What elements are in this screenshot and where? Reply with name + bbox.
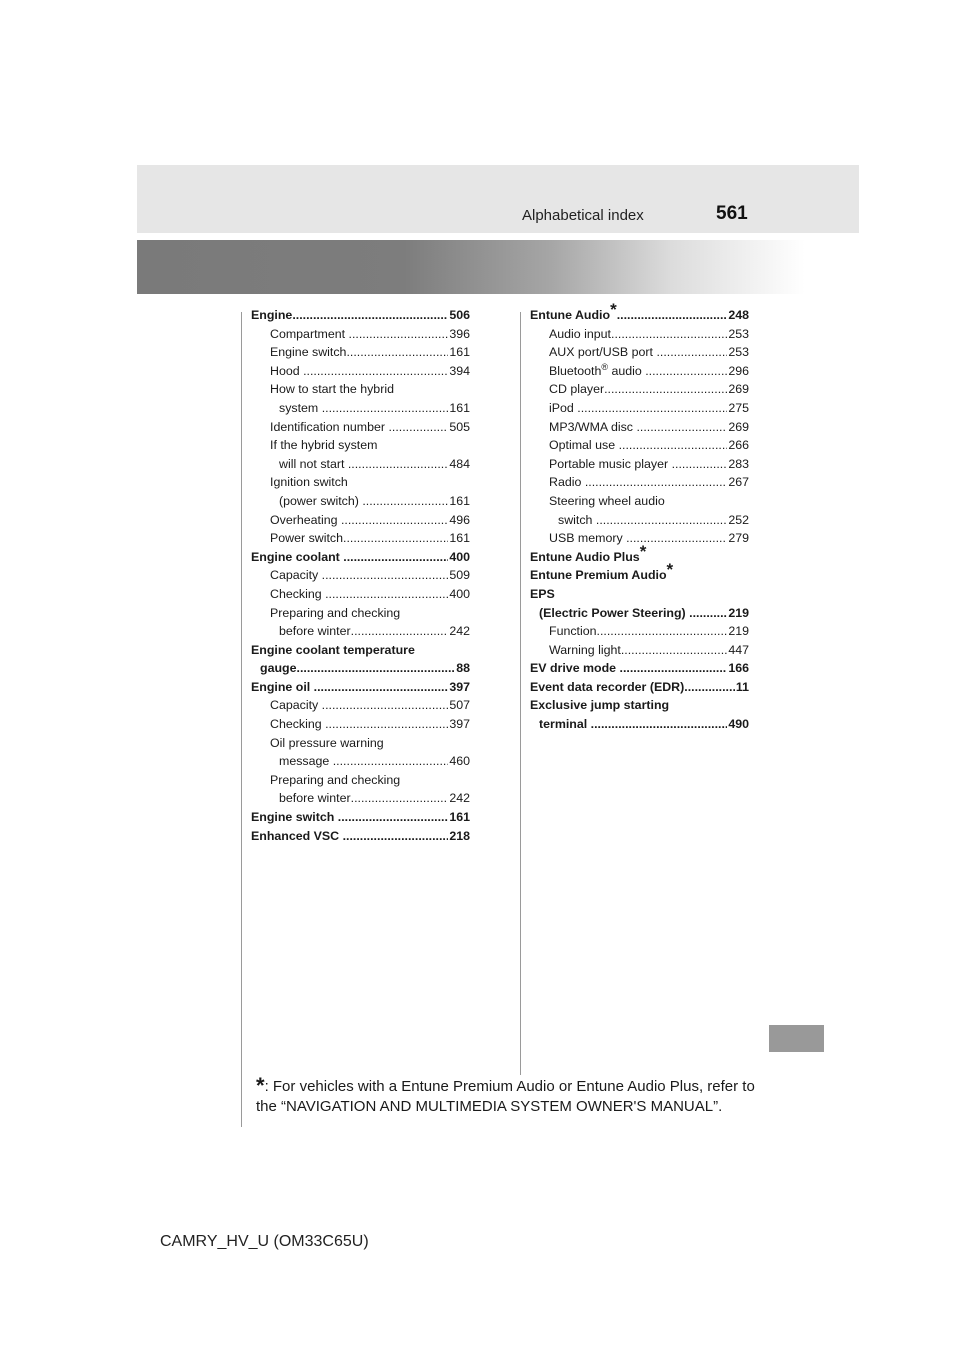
index-entry-page: 509 [449, 568, 470, 583]
index-entry-label: terminal [539, 717, 591, 732]
index-entry [530, 300, 749, 325]
column-divider [520, 312, 521, 1075]
index-entry-label: EPS [530, 586, 555, 601]
index-entry-label: How to start the hybrid [270, 382, 394, 397]
index-entry [251, 492, 470, 511]
index-entry-page: 11 [735, 679, 749, 694]
index-entry-page: 283 [728, 456, 749, 471]
index-entry-label: Oil pressure warning [270, 735, 384, 750]
index-entry-label: Exclusive jump starting [530, 698, 670, 713]
index-entry [251, 306, 470, 325]
index-entry [251, 529, 470, 548]
index-entry-page: 507 [449, 698, 470, 713]
dot-leader [596, 511, 727, 530]
index-entry [251, 455, 470, 474]
index-entry-label: will not start [279, 456, 348, 471]
index-entry-label: Warning light [549, 642, 621, 657]
index-entry-label: before winter [279, 791, 351, 806]
index-entry-label: Event data recorder (EDR) [530, 679, 685, 694]
index-entry-page: 490 [728, 717, 749, 732]
index-entry-page: 267 [728, 475, 749, 490]
index-entry-page: 253 [728, 326, 749, 341]
decorative-gradient-bar [137, 240, 805, 294]
index-entry-page: 484 [449, 456, 470, 471]
index-entry-mark: * [639, 541, 647, 561]
index-entry [251, 641, 470, 660]
index-entry [251, 659, 470, 678]
index-entry-label: Radio [549, 475, 585, 490]
index-entry [530, 418, 749, 437]
index-entry-label: USB memory [549, 531, 627, 546]
index-entry [251, 734, 470, 753]
index-entry-page: 397 [449, 679, 470, 694]
index-entry-mark: ® [601, 361, 608, 372]
index-entry-label: Engine switch [251, 810, 338, 825]
index-entry [530, 641, 749, 660]
index-entry-label: MP3/WMA disc [549, 419, 637, 434]
index-entry [251, 604, 470, 623]
index-entry-label: Engine switch [270, 345, 347, 360]
index-entry-page: 279 [728, 531, 749, 546]
index-entry [251, 622, 470, 641]
dot-leader [611, 325, 727, 344]
dot-leader [322, 696, 449, 715]
index-entry [530, 541, 749, 567]
index-entry [530, 455, 749, 474]
index-entry-page: 447 [728, 642, 749, 657]
index-entry-label: Preparing and checking [270, 772, 401, 787]
index-entry-page: 218 [449, 828, 470, 843]
index-entry-page: 496 [449, 512, 470, 527]
index-entry-label: Audio input [549, 326, 612, 341]
index-entry-label: Steering wheel audio [549, 493, 665, 508]
index-entry-page: 400 [449, 586, 470, 601]
dot-leader [604, 380, 727, 399]
index-entry [530, 436, 749, 455]
index-entry-label: If the hybrid system [270, 438, 378, 453]
page-number: 561 [716, 203, 748, 224]
dot-leader [322, 566, 449, 585]
dot-leader [348, 455, 448, 474]
index-entry-label: EV drive mode [530, 661, 620, 676]
index-entry-page: 253 [728, 345, 749, 360]
index-entry-page: 161 [449, 493, 470, 508]
dot-leader [343, 548, 448, 567]
dot-leader [672, 455, 728, 474]
index-entry [251, 827, 470, 846]
dot-leader [591, 715, 728, 734]
index-entry-label: Portable music player [549, 456, 672, 471]
index-entry [251, 343, 470, 362]
index-entry-label: Engine coolant temperature [251, 642, 415, 657]
index-entry-page: 88 [456, 661, 470, 676]
index-entry-label: Compartment [270, 326, 349, 341]
index-entry-label: Checking [270, 717, 326, 732]
index-entry-page: 275 [728, 400, 749, 415]
index-entry-label: Ignition switch [270, 475, 348, 490]
index-entry [251, 566, 470, 585]
index-entry-label: (Electric Power Steering) [539, 605, 690, 620]
index-entry [530, 604, 749, 623]
index-entry [530, 678, 749, 697]
index-entry-page: 252 [728, 512, 749, 527]
index-entry-page: 161 [449, 531, 470, 546]
index-entry-page: 269 [728, 382, 749, 397]
footnote [256, 1073, 756, 1117]
index-entry-page: 219 [728, 605, 749, 620]
index-entry [251, 473, 470, 492]
model-code: CAMRY_HV_U (OM33C65U) [160, 1233, 369, 1250]
index-entry [251, 678, 470, 697]
index-entry-label: CD player [549, 382, 605, 397]
dot-leader [362, 492, 448, 511]
index-entry-label: Entune Audio Plus* [530, 541, 647, 564]
index-entry-page: 396 [449, 326, 470, 341]
dot-leader [617, 306, 728, 325]
header-band [137, 165, 859, 233]
index-entry-page: 248 [728, 308, 749, 322]
index-entry [530, 325, 749, 344]
left-margin-rule [241, 312, 242, 1127]
index-entry [251, 362, 470, 381]
index-entry-label: AUX port/USB port [549, 345, 657, 360]
index-entry-page: 242 [449, 624, 470, 639]
dot-leader [341, 511, 448, 530]
index-entry-label: Power switch [270, 531, 343, 546]
index-entry-page: 296 [728, 363, 749, 378]
index-entry [530, 399, 749, 418]
footnote-mark: * [256, 1073, 265, 1098]
index-entry-page: 219 [728, 624, 749, 639]
dot-leader [620, 659, 728, 678]
index-entry-page: 506 [449, 308, 470, 322]
index-entry [251, 715, 470, 734]
dot-leader [322, 399, 449, 418]
index-entry [530, 473, 749, 492]
index-entry [251, 548, 470, 567]
dot-leader [577, 399, 727, 418]
index-entry [530, 715, 749, 734]
index-entry-label: system [279, 400, 322, 415]
dot-leader [314, 678, 449, 697]
index-entry-page: 161 [449, 345, 470, 360]
index-entry [530, 343, 749, 362]
dot-leader [338, 808, 449, 827]
dot-leader [645, 362, 727, 381]
index-entry-label: Function [549, 624, 597, 639]
dot-leader [636, 418, 727, 437]
index-entry-mark: * [666, 560, 674, 580]
index-entry [530, 696, 749, 715]
index-entry [251, 399, 470, 418]
index-entry-page: 394 [449, 363, 470, 378]
index-entry-page: 266 [728, 438, 749, 453]
index-column-right [530, 300, 749, 734]
index-entry-page: 166 [728, 661, 749, 676]
index-entry [530, 362, 749, 381]
index-entry-label: (power switch) [279, 493, 363, 508]
dot-leader [585, 473, 727, 492]
index-entry-label: iPod [549, 400, 578, 415]
dot-leader [303, 362, 448, 381]
index-entry [530, 560, 749, 585]
index-entry-page: 460 [449, 754, 470, 769]
index-entry-page: 161 [449, 810, 470, 825]
index-entry-label: Hood [270, 363, 304, 378]
index-entry-label: Engine oil [251, 679, 314, 694]
dot-leader [349, 325, 449, 344]
index-entry-label: Enhanced VSC [251, 828, 343, 843]
dot-leader [292, 306, 448, 325]
dot-leader [619, 436, 728, 455]
index-entry-label: Preparing and checking [270, 605, 401, 620]
dot-leader [388, 418, 448, 437]
index-entry-label: Engine coolant [251, 549, 344, 564]
dot-leader [351, 789, 449, 808]
dot-leader [656, 343, 727, 362]
index-entry [251, 325, 470, 344]
index-entry [251, 789, 470, 808]
index-entry-label: switch [558, 512, 596, 527]
dot-leader [333, 752, 449, 771]
index-entry-page: 269 [728, 419, 749, 434]
index-entry [530, 380, 749, 399]
dot-leader [351, 622, 449, 641]
index-column-left [251, 306, 470, 845]
dot-leader [597, 622, 728, 641]
index-entry-label: Entune Premium Audio* [530, 560, 674, 583]
index-entry [530, 622, 749, 641]
dot-leader [325, 585, 448, 604]
index-entry [530, 511, 749, 530]
index-entry-label: Capacity [270, 568, 322, 583]
dot-leader [343, 827, 449, 846]
dot-leader [297, 659, 456, 678]
index-entry-label: Identification number [270, 419, 389, 434]
index-entry [530, 585, 749, 604]
dot-leader [684, 678, 735, 697]
footnote-text: : For vehicles with a Entune Premium Audio or Entune Audio Plus, refer to the “NAVIGATION AND MULTIMEDIA SYSTEM OWNER'S MANUAL”. [256, 1078, 755, 1115]
index-entry-page: 505 [449, 419, 470, 434]
index-entry [251, 380, 470, 399]
index-entry [251, 752, 470, 771]
chapter-side-tab [769, 1025, 824, 1052]
index-entry [251, 808, 470, 827]
index-entry-label: Optimal use [549, 438, 619, 453]
index-entry-label: Capacity [270, 698, 322, 713]
index-entry [251, 771, 470, 790]
index-entry-page: 242 [449, 791, 470, 806]
index-entry [251, 418, 470, 437]
index-entry-label: Bluetooth® audio [549, 361, 646, 378]
section-title: Alphabetical index [522, 207, 644, 224]
dot-leader [621, 641, 727, 660]
index-entry-label: Entune Audio* [530, 300, 617, 322]
index-entry-mark: * [610, 300, 617, 319]
index-entry-label: Engine [251, 308, 293, 322]
index-entry [251, 696, 470, 715]
index-entry-label: before winter [279, 624, 351, 639]
index-entry-page: 400 [449, 549, 470, 564]
dot-leader [689, 604, 727, 623]
index-entry [251, 436, 470, 455]
index-entry-label: message [279, 754, 333, 769]
index-entry-page: 397 [449, 717, 470, 732]
index-entry-label: gauge [260, 661, 297, 676]
index-entry-label: Checking [270, 586, 326, 601]
dot-leader [343, 529, 448, 548]
index-entry [251, 585, 470, 604]
index-entry-label: Overheating [270, 512, 341, 527]
index-entry-page: 161 [449, 400, 470, 415]
index-entry [530, 659, 749, 678]
index-entry [251, 511, 470, 530]
dot-leader [346, 343, 448, 362]
index-entry [530, 492, 749, 511]
dot-leader [325, 715, 448, 734]
